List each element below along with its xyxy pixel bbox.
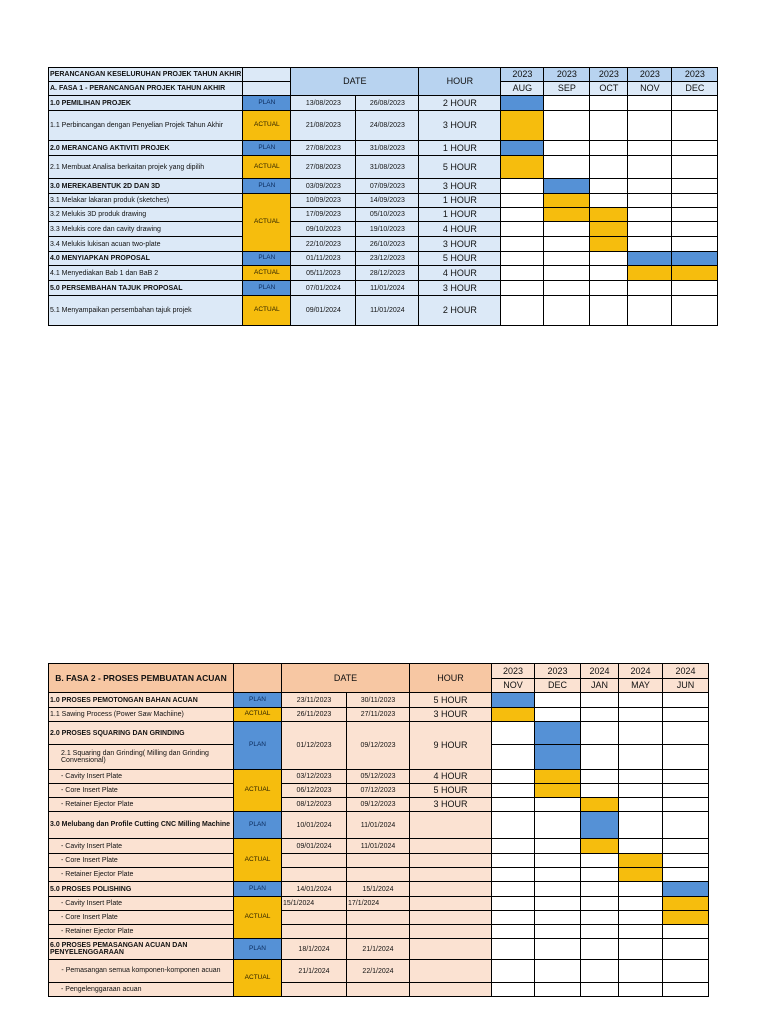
task-name: 2.0 PROSES SQUARING DAN GRINDING [49, 722, 234, 745]
plan-label: PLAN [243, 141, 291, 156]
hours: 4 HOUR [419, 266, 501, 281]
task-name: 1.0 PEMILIHAN PROJEK [49, 96, 243, 111]
end-date: 28/12/2023 [356, 266, 419, 281]
gantt-bar-actual [590, 222, 628, 237]
gantt-bar-actual [581, 798, 619, 812]
task-name: 3.4 Melukis lukisan acuan two-plate [49, 237, 243, 252]
table-row [49, 708, 709, 722]
plan-label: PLAN [243, 281, 291, 296]
gantt-bar-plan [581, 812, 619, 839]
end-date: 09/12/2023 [347, 798, 410, 812]
year-cell: 2023 [492, 664, 535, 679]
table-row [49, 296, 718, 326]
actual-label: ACTUAL [234, 960, 282, 997]
actual-label: ACTUAL [234, 897, 282, 939]
end-date: 31/08/2023 [356, 141, 419, 156]
table-row [49, 882, 709, 897]
task-name: 5.0 PROSES POLISHING [49, 882, 234, 897]
month-cell: DEC [672, 82, 718, 96]
start-date: 21/08/2023 [291, 111, 356, 141]
gantt-bar-actual [535, 784, 581, 798]
task-name: 5.0 PERSEMBAHAN TAJUK PROPOSAL [49, 281, 243, 296]
phase-1-gantt-table [48, 67, 718, 326]
table-row [49, 96, 718, 111]
gantt-bar-plan [535, 745, 581, 770]
actual-label: ACTUAL [243, 296, 291, 326]
task-name: - Core Insert Plate [49, 911, 234, 925]
hours: 5 HOUR [410, 693, 492, 708]
date-header: DATE [291, 68, 419, 96]
hours: 3 HOUR [419, 281, 501, 296]
end-date: 11/01/2024 [356, 281, 419, 296]
gantt-bar-plan [544, 179, 590, 194]
task-name: 1.1 Sawing Process (Power Saw Machiine) [49, 708, 234, 722]
table-row [49, 281, 718, 296]
hours: 1 HOUR [419, 194, 501, 208]
plan-label: PLAN [234, 722, 282, 770]
task-name: - Retainer Ejector Plate [49, 868, 234, 882]
actual-label: ACTUAL [243, 194, 291, 252]
task-name: - Retainer Ejector Plate [49, 925, 234, 939]
hours: 2 HOUR [419, 296, 501, 326]
year-cell: 2023 [544, 68, 590, 82]
gantt-bar-actual [663, 897, 709, 911]
task-name: 2.0 MERANCANG AKTIVITI PROJEK [49, 141, 243, 156]
hours: 1 HOUR [419, 141, 501, 156]
phase-subtitle: A. FASA 1 - PERANCANGAN PROJEK TAHUN AKHIR [49, 82, 243, 96]
date-header: DATE [282, 664, 410, 693]
start-date: 06/12/2023 [282, 784, 347, 798]
month-cell: OCT [590, 82, 628, 96]
start-date: 18/1/2024 [282, 939, 347, 960]
table-row [49, 854, 709, 868]
gantt-bar-actual [535, 770, 581, 784]
gantt-bar-actual [501, 156, 544, 179]
actual-label: ACTUAL [243, 156, 291, 179]
end-date: 21/1/2024 [347, 939, 410, 960]
task-name: 5.1 Menyampaikan persembahan tajuk projek [49, 296, 243, 326]
end-date: 27/11/2023 [347, 708, 410, 722]
month-cell: AUG [501, 82, 544, 96]
table-row [49, 925, 709, 939]
month-cell: NOV [492, 679, 535, 693]
task-name: 3.1 Melakar lakaran produk (sketches) [49, 194, 243, 208]
end-date: 11/01/2024 [356, 296, 419, 326]
month-cell: DEC [535, 679, 581, 693]
end-date: 09/12/2023 [347, 722, 410, 770]
table-row [49, 194, 718, 208]
hours: 2 HOUR [419, 96, 501, 111]
plan-label: PLAN [234, 812, 282, 839]
year-cell: 2023 [628, 68, 672, 82]
hours: 9 HOUR [410, 722, 492, 770]
hours: 3 HOUR [410, 708, 492, 722]
gantt-bar-actual [501, 111, 544, 141]
phase-subtitle: B. FASA 2 - PROSES PEMBUATAN ACUAN [49, 664, 234, 693]
table-row [49, 237, 718, 252]
month-cell: SEP [544, 82, 590, 96]
task-name: 3.0 Melubang dan Profile Cutting CNC Milling Machine [49, 812, 234, 839]
table-row [49, 179, 718, 194]
year-cell: 2024 [663, 664, 709, 679]
task-name: 3.0 MEREKABENTUK 2D DAN 3D [49, 179, 243, 194]
table-row [49, 770, 709, 784]
hours: 3 HOUR [419, 111, 501, 141]
table-row [49, 156, 718, 179]
plan-label: PLAN [243, 96, 291, 111]
table-row [49, 111, 718, 141]
start-date: 17/09/2023 [291, 208, 356, 222]
gantt-bar-plan [663, 882, 709, 897]
end-date: 17/1/2024 [347, 897, 410, 911]
table-row [49, 722, 709, 745]
start-date: 26/11/2023 [282, 708, 347, 722]
table-row [49, 960, 709, 983]
actual-label: ACTUAL [234, 708, 282, 722]
table-row [49, 693, 709, 708]
end-date: 15/1/2024 [347, 882, 410, 897]
start-date: 05/11/2023 [291, 266, 356, 281]
start-date: 08/12/2023 [282, 798, 347, 812]
end-date: 30/11/2023 [347, 693, 410, 708]
gantt-bar-actual [492, 708, 535, 722]
start-date: 09/01/2024 [282, 839, 347, 854]
start-date: 22/10/2023 [291, 237, 356, 252]
month-cell: JUN [663, 679, 709, 693]
start-date: 09/01/2024 [291, 296, 356, 326]
phase-2-gantt-table [48, 663, 709, 997]
gantt-bar-actual [581, 839, 619, 854]
start-date: 07/01/2024 [291, 281, 356, 296]
table-row [49, 266, 718, 281]
end-date: 31/08/2023 [356, 156, 419, 179]
table-row [49, 839, 709, 854]
month-cell: MAY [619, 679, 663, 693]
task-name: 4.1 Menyediakan Bab 1 dan BaB 2 [49, 266, 243, 281]
gantt-bar-plan [501, 96, 544, 111]
gantt-bar-actual [672, 266, 718, 281]
gantt-bar-actual [544, 208, 590, 222]
month-cell: JAN [581, 679, 619, 693]
task-name: 6.0 PROSES PEMASANGAN ACUAN DAN PENYELENGGARAAN [49, 939, 234, 960]
year-cell: 2023 [535, 664, 581, 679]
start-date: 15/1/2024 [282, 897, 347, 911]
end-date: 23/12/2023 [356, 252, 419, 266]
end-date: 26/10/2023 [356, 237, 419, 252]
year-cell: 2024 [581, 664, 619, 679]
gantt-bar-plan [535, 722, 581, 745]
actual-label: ACTUAL [243, 266, 291, 281]
start-date: 10/01/2024 [282, 812, 347, 839]
table-row [49, 897, 709, 911]
table-row [49, 983, 709, 997]
end-date: 19/10/2023 [356, 222, 419, 237]
end-date: 26/08/2023 [356, 96, 419, 111]
task-name: - Core Insert Plate [49, 854, 234, 868]
gantt-bar-actual [628, 266, 672, 281]
gantt-bar-actual [590, 208, 628, 222]
start-date: 14/01/2024 [282, 882, 347, 897]
table-row [49, 208, 718, 222]
start-date: 09/10/2023 [291, 222, 356, 237]
end-date: 22/1/2024 [347, 960, 410, 983]
gantt-bar-actual [619, 854, 663, 868]
task-name: - Cavity Insert Plate [49, 839, 234, 854]
hours: 5 HOUR [419, 156, 501, 179]
end-date: 11/01/2024 [347, 812, 410, 839]
start-date: 10/09/2023 [291, 194, 356, 208]
plan-label: PLAN [234, 693, 282, 708]
end-date: 11/01/2024 [347, 839, 410, 854]
plan-label: PLAN [243, 179, 291, 194]
task-name: 2.1 Squaring dan Grinding( Milling dan Grinding Convensional) [49, 745, 234, 770]
actual-label: ACTUAL [243, 111, 291, 141]
task-name: - Retainer Ejector Plate [49, 798, 234, 812]
gantt-bar-plan [492, 693, 535, 708]
year-cell: 2023 [672, 68, 718, 82]
gantt-bar-actual [590, 237, 628, 252]
task-name: 4.0 MENYIAPKAN PROPOSAL [49, 252, 243, 266]
start-date: 27/08/2023 [291, 156, 356, 179]
plan-label: PLAN [234, 882, 282, 897]
hours: 1 HOUR [419, 208, 501, 222]
gantt-bar-actual [619, 868, 663, 882]
end-date: 14/09/2023 [356, 194, 419, 208]
table-row [49, 784, 709, 798]
gantt-bar-plan [501, 141, 544, 156]
table-row [49, 911, 709, 925]
hours: 3 HOUR [419, 179, 501, 194]
start-date: 01/12/2023 [282, 722, 347, 770]
task-name: - Pengelenggaraan acuan [49, 983, 234, 997]
end-date: 05/12/2023 [347, 770, 410, 784]
task-name: - Cavity Insert Plate [49, 770, 234, 784]
hours: 3 HOUR [410, 798, 492, 812]
table-row [49, 222, 718, 237]
hours: 4 HOUR [410, 770, 492, 784]
project-title: PERANCANGAN KESELURUHAN PROJEK TAHUN AKHIR [49, 68, 243, 82]
actual-label: ACTUAL [234, 839, 282, 882]
start-date: 27/08/2023 [291, 141, 356, 156]
plan-label: PLAN [234, 939, 282, 960]
month-cell: NOV [628, 82, 672, 96]
hour-header: HOUR [419, 68, 501, 96]
table-row [49, 939, 709, 960]
end-date: 07/12/2023 [347, 784, 410, 798]
table-row [49, 868, 709, 882]
task-name: - Cavity Insert Plate [49, 897, 234, 911]
start-date: 01/11/2023 [291, 252, 356, 266]
plan-label: PLAN [243, 252, 291, 266]
year-cell: 2023 [501, 68, 544, 82]
task-name: 3.2 Melukis 3D produk drawing [49, 208, 243, 222]
hours [410, 812, 492, 839]
gantt-bar-plan [628, 252, 672, 266]
table-row [49, 812, 709, 839]
hour-header: HOUR [410, 664, 492, 693]
year-cell: 2023 [590, 68, 628, 82]
start-date: 13/08/2023 [291, 96, 356, 111]
gantt-bar-plan [672, 252, 718, 266]
table-row [49, 798, 709, 812]
actual-label: ACTUAL [234, 770, 282, 812]
hours: 5 HOUR [419, 252, 501, 266]
gantt-bar-actual [663, 911, 709, 925]
task-name: 1.1 Perbincangan dengan Penyelian Projek Tahun Akhir [49, 111, 243, 141]
task-name: - Pemasangan semua komponen-komponen acuan [49, 960, 234, 983]
task-name: 2.1 Membuat Analisa berkaitan projek yang dipilih [49, 156, 243, 179]
task-name: 1.0 PROSES PEMOTONGAN BAHAN ACUAN [49, 693, 234, 708]
start-date: 03/12/2023 [282, 770, 347, 784]
hours: 4 HOUR [419, 222, 501, 237]
end-date: 07/09/2023 [356, 179, 419, 194]
hours: 5 HOUR [410, 784, 492, 798]
year-cell: 2024 [619, 664, 663, 679]
start-date: 03/09/2023 [291, 179, 356, 194]
table-row [49, 141, 718, 156]
end-date: 24/08/2023 [356, 111, 419, 141]
gantt-bar-actual [544, 194, 590, 208]
end-date: 05/10/2023 [356, 208, 419, 222]
start-date: 21/1/2024 [282, 960, 347, 983]
task-name: - Core Insert Plate [49, 784, 234, 798]
table-row [49, 252, 718, 266]
hours: 3 HOUR [419, 237, 501, 252]
task-name: 3.3 Melukis core dan cavity drawing [49, 222, 243, 237]
start-date: 23/11/2023 [282, 693, 347, 708]
